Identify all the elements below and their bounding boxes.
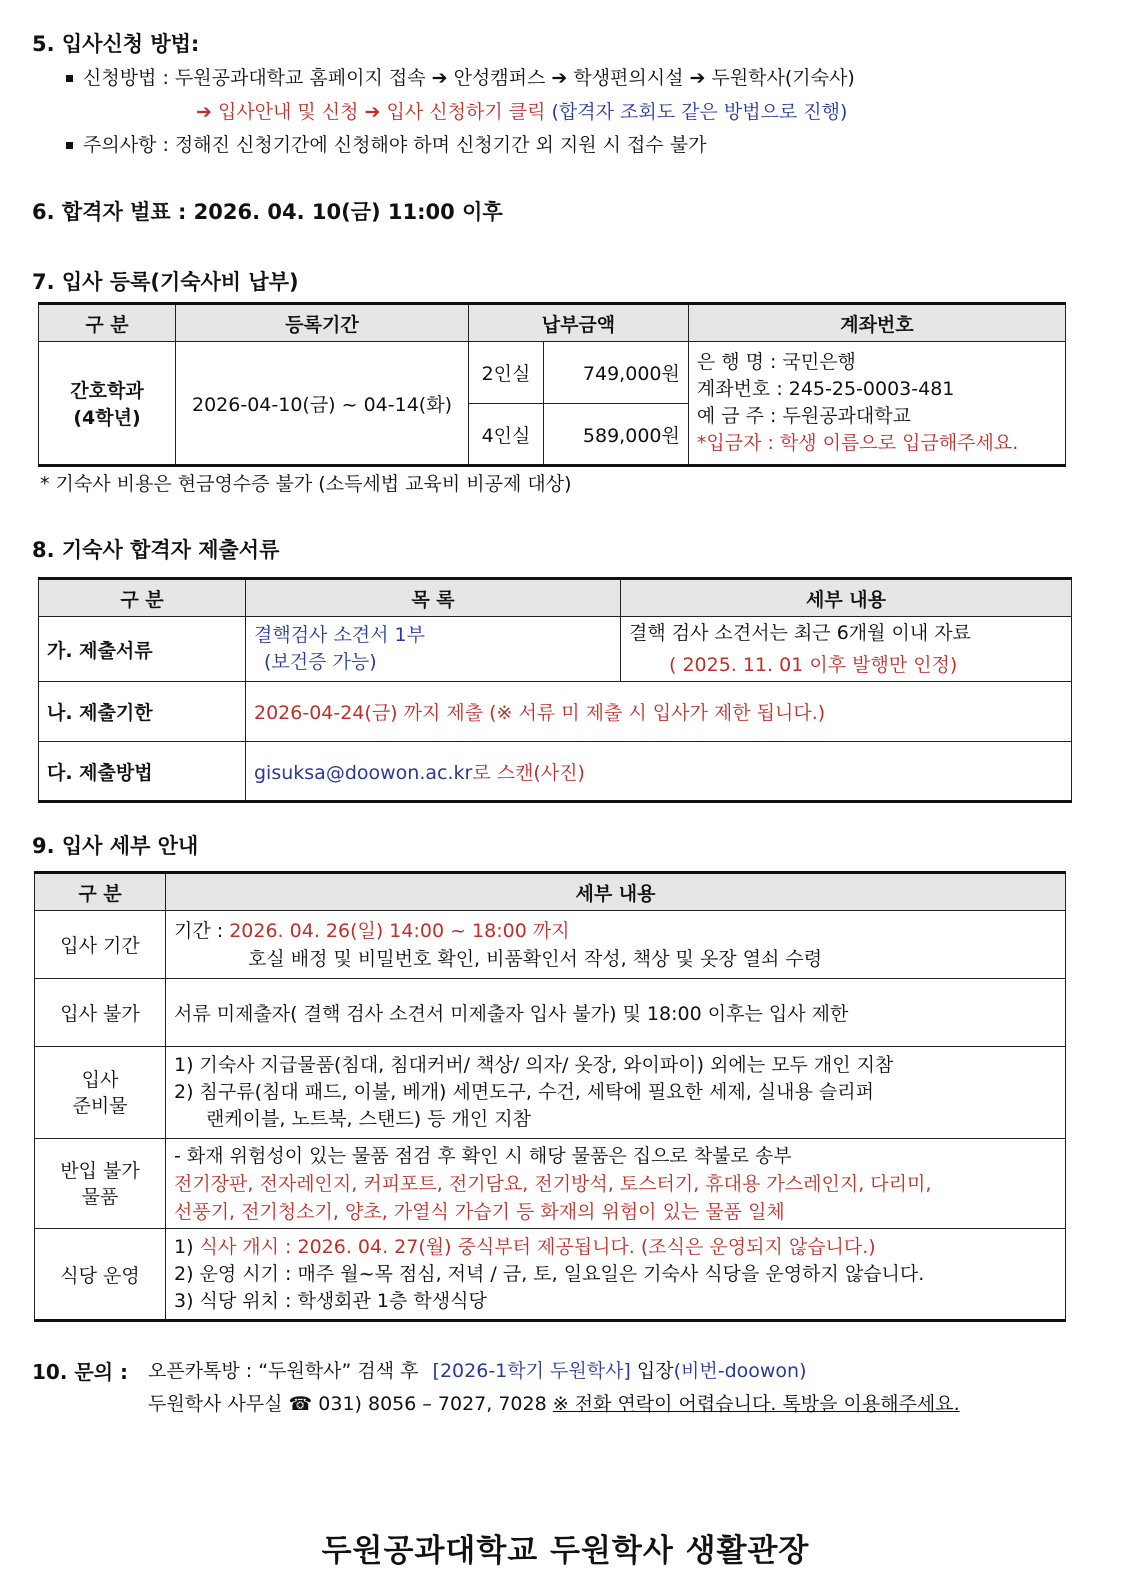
period-detail <box>166 911 1066 979</box>
header-fee: 납부금액 <box>469 304 689 342</box>
documents-detail <box>621 617 1072 682</box>
document-footer: 두원공과대학교 두원학사 생활관장 <box>321 1533 810 1569</box>
prohibited-line-2: 전기장판, 전자레인지, 커피포트, 전기담요, 전기방석, 토스터기, 휴대용 가스레인지, 다리미, <box>174 1172 932 1195</box>
row-supplies-label <box>35 1047 166 1139</box>
header-detail: 세부 내용 <box>166 873 1066 911</box>
receipt-footnote: * 기숙사 비용은 현금영수증 불가 (소득세법 교육비 비공제 대상) <box>40 473 572 495</box>
section-8-title: 8. 기숙사 합격자 제출서류 <box>32 538 280 562</box>
health-cert-note: (보건증 가능) <box>264 651 377 673</box>
account-cell <box>688 342 1065 466</box>
section-10-title: 10. 문의 : <box>32 1360 128 1384</box>
cafeteria-detail <box>166 1229 1066 1321</box>
apply-steps-red: ➔ 입사안내 및 신청 ➔ 입사 신청하기 클릭 <box>196 101 546 123</box>
header-period: 등록기간 <box>176 304 469 342</box>
room-4: 4인실 <box>469 404 544 466</box>
row-denied-label: 입사 불가 <box>35 979 166 1047</box>
contact-line-1 <box>148 1356 807 1383</box>
period-cell: 2026-04-10(금) ~ 04-14(화) <box>176 342 469 466</box>
account-holder: 예 금 주 : 두원공과대학교 <box>696 405 911 427</box>
apply-steps-blue: (합격자 조회도 같은 방법으로 진행) <box>551 101 848 123</box>
dept-name: 간호학과 <box>70 380 144 402</box>
section-5-title: 5. 입사신청 방법: <box>32 32 200 56</box>
kakao-enter: 입장 <box>636 1360 674 1382</box>
phone-note: ※ 전화 연락이 어렵습니다. 톡방을 이용해주세요. <box>552 1393 960 1415</box>
cafeteria-prefix: 1) <box>174 1235 200 1258</box>
fee-2: 749,000원 <box>544 342 689 404</box>
row-period-label: 입사 기간 <box>35 911 166 979</box>
tb-certificate: 결핵검사 소견서 1부 <box>254 624 425 646</box>
section-7-title: 7. 입사 등록(기숙사비 납부) <box>32 270 299 294</box>
contact-line-2 <box>148 1389 960 1416</box>
kakao-text: 오픈카톡방 : “두원학사” 검색 후 <box>148 1360 419 1382</box>
header-account: 계좌번호 <box>688 304 1065 342</box>
period-prefix: 기간 : <box>174 919 230 942</box>
denied-text: 서류 미제출자( 결핵 검사 소견서 미제출자 입사 불가) 및 18:00 이후는 입사 제한 <box>166 979 1066 1047</box>
apply-method-text: 신청방법 : 두원공과대학교 홈페이지 접속 ➔ 안성캠퍼스 ➔ 학생편의시설 ➔ 두원학사(기숙사) <box>83 67 855 89</box>
prohibited-label-2: 물품 <box>81 1185 119 1208</box>
supplies-line-3: 랜케이블, 노트북, 스탠드) 등 개인 지참 <box>206 1108 532 1130</box>
kakao-room: [2026-1학기 두원학사] <box>432 1360 631 1382</box>
row-cafeteria-label: 식당 운영 <box>35 1229 166 1321</box>
row-documents-label: 가. 제출서류 <box>39 617 246 682</box>
fee-4: 589,000원 <box>544 404 689 466</box>
detail-recent: 결핵 검사 소견서는 최근 6개월 이내 자료 <box>629 622 971 644</box>
deposit-note: *입금자 : 학생 이름으로 입금해주세요. <box>696 432 1019 454</box>
room-2: 2인실 <box>469 342 544 404</box>
header-detail: 세부 내용 <box>621 579 1072 617</box>
section-9-title: 9. 입사 세부 안내 <box>32 834 199 858</box>
cafeteria-line-3: 3) 식당 위치 : 학생회관 1층 학생식당 <box>174 1289 487 1312</box>
period-tasks: 호실 배정 및 비밀번호 확인, 비품확인서 작성, 책상 및 옷장 열쇠 수령 <box>248 947 823 970</box>
dept-grade: (4학년) <box>73 407 141 429</box>
method-cell <box>246 742 1072 802</box>
registration-table <box>38 302 1066 467</box>
caution-line <box>66 130 706 157</box>
apply-method-line2 <box>196 97 847 124</box>
apply-method-line <box>66 63 855 90</box>
prohibited-line-3: 선풍기, 전기청소기, 양초, 가열식 가습기 등 화재의 위험이 있는 물품 일체 <box>174 1200 785 1223</box>
cafeteria-line-1: 식사 개시 : 2026. 04. 27(월) 중식부터 제공됩니다. (조식은 운영되지 않습니다.) <box>199 1235 876 1258</box>
prohibited-detail <box>166 1139 1066 1229</box>
bullet-icon <box>66 142 73 149</box>
account-number: 계좌번호 : 245-25-0003-481 <box>696 378 955 400</box>
row-method-label: 다. 제출방법 <box>39 742 246 802</box>
header-category: 구 분 <box>35 873 166 911</box>
supplies-line-2: 2) 침구류(침대 패드, 이불, 베개) 세면도구, 수건, 세탁에 필요한 세제, 실내용 슬리퍼 <box>174 1081 874 1103</box>
caution-text: 주의사항 : 정해진 신청기간에 신청해야 하며 신청기간 외 지원 시 접수 불가 <box>83 134 707 156</box>
row-deadline-label: 나. 제출기한 <box>39 682 246 742</box>
row-prohibited-label <box>35 1139 166 1229</box>
documents-table <box>38 577 1072 803</box>
prohibited-label-1: 반입 불가 <box>60 1159 140 1182</box>
supplies-label-1: 입사 <box>81 1068 119 1091</box>
bullet-icon <box>66 75 73 82</box>
header-list: 목 록 <box>246 579 621 617</box>
email-link[interactable]: gisuksa@doowon.ac.kr <box>254 761 473 784</box>
supplies-label-2: 준비물 <box>72 1094 128 1117</box>
method-text: 로 스캔(사진) <box>472 761 585 784</box>
header-category: 구 분 <box>39 579 246 617</box>
bank-name: 은 행 명 : 국민은행 <box>696 351 856 373</box>
supplies-line-1: 1) 기숙사 지급물품(침대, 침대커버/ 책상/ 의자/ 옷장, 와이파이) 외에는 모두 개인 지참 <box>174 1054 894 1076</box>
office-phone: 두원학사 사무실 ☎ 031) 8056 – 7027, 7028 <box>148 1393 547 1415</box>
cafeteria-line-2: 2) 운영 시기 : 매주 월~목 점심, 저녁 / 금, 토, 일요일은 기숙사 식당을 운영하지 않습니다. <box>174 1262 925 1285</box>
header-category: 구 분 <box>39 304 176 342</box>
kakao-password: (비번-doowon) <box>673 1360 807 1382</box>
move-in-table <box>34 871 1066 1322</box>
supplies-detail <box>166 1047 1066 1139</box>
period-time: 2026. 04. 26(일) 14:00 ~ 18:00 까지 <box>229 919 570 942</box>
dept-cell <box>39 342 176 466</box>
documents-list <box>246 617 621 682</box>
detail-date: ( 2025. 11. 01 이후 발행만 인정) <box>669 654 958 676</box>
section-6-title: 6. 합격자 벌표 : 2026. 04. 10(금) 11:00 이후 <box>32 200 503 224</box>
prohibited-line-1: - 화재 위험성이 있는 물품 점검 후 확인 시 해당 물품은 집으로 착불로 송부 <box>174 1144 792 1167</box>
deadline-text: 2026-04-24(금) 까지 제출 (※ 서류 미 제출 시 입사가 제한 됩니다.) <box>246 682 1072 742</box>
